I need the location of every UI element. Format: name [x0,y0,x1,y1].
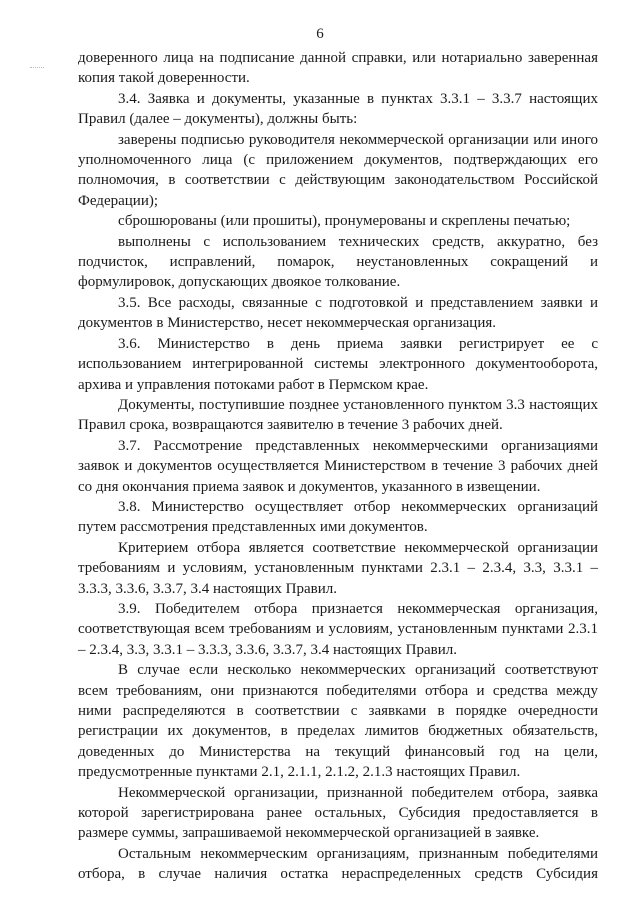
paragraph: 3.7. Рассмотрение представленных некоммерческими организациями заявок и документов осуществляется Министерством в течение 3 рабочих дней со дня окончания приема заявок и документов, указанного в извещении. [78,437,598,495]
paragraph: Некоммерческой организации, признанной победителем отбора, заявка которой зарегистрирована ранее остальных, Субсидия предоставляется в размере суммы, запрашиваемой некоммерческой организацией в заявке. [78,784,598,842]
paragraph: сброшюрованы (или прошиты), пронумерованы и скреплены печатью; [118,213,571,230]
paragraph: Документы, поступившие позднее установленного пунктом 3.3 настоящих Правил срока, возвращаются заявителю в течение 3 рабочих дней. [78,396,598,434]
paragraph: заверены подписью руководителя некоммерческой организации или иного уполномоченного лица (с приложением документов, подтверждающих его полномочия, в соответствии с действующим законодательством Российской Федерации); [78,131,598,209]
paragraph: Критерием отбора является соответствие некоммерческой организации требованиям и условиям, установленным пунктами 2.3.1 – 2.3.4, 3.3, 3.3.1 – 3.3.3, 3.3.6, 3.3.7, 3.4 настоящих Правил. [78,539,598,597]
paragraph: 3.9. Победителем отбора признается некоммерческая организация, соответствующая всем требованиям и условиям, установленным пунктами 2.3.1 – 2.3.4, 3.3, 3.3.1 – 3.3.3, 3.3.6, 3.3.7, 3.4 настоящих Правил. [78,600,598,658]
scan-margin-mark [30,67,44,69]
page-number: 6 [316,26,324,42]
paragraph: доверенного лица на подписание данной справки, или нотариально заверенная копия такой доверенности. [78,50,598,87]
paragraph: В случае если несколько некоммерческих организаций соответствуют всем требованиям, они признаются победителями отбора и средства между ними распределяются в соответствии с заявками в порядке очередности регистрации их документов, в пределах лимитов бюджетных обязательств, доведенных до Министерства на текущий финансовый год на цели, предусмотренные пунктами 2.1, 2.1.1, 2.1.2, 2.1.3 настоящих Правил. [78,662,598,781]
paragraph: Остальным некоммерческим организациям, признанным победителями отбора, в случае наличия остатка нераспределенных средств Субсидия [78,845,598,883]
paragraph: 3.8. Министерство осуществляет отбор некоммерческих организаций путем рассмотрения представленных ими документов. [78,498,598,536]
document-body [78,48,598,885]
paragraph: 3.4. Заявка и документы, указанные в пунктах 3.3.1 – 3.3.7 настоящих Правил (далее – документы), должны быть: [78,90,598,128]
paragraph: 3.5. Все расходы, связанные с подготовкой и представлением заявки и документов в Министерство, несет некоммерческая организация. [78,294,598,332]
paragraph: 3.6. Министерство в день приема заявки регистрирует ее с использованием интегрированной системы электронного документооборота, архива и управления потоками работ в Пермском крае. [78,335,598,393]
paragraph: выполнены с использованием технических средств, аккуратно, без подчисток, исправлений, помарок, неустановленных сокращений и формулировок, допускающих двоякое толкование. [78,233,598,291]
